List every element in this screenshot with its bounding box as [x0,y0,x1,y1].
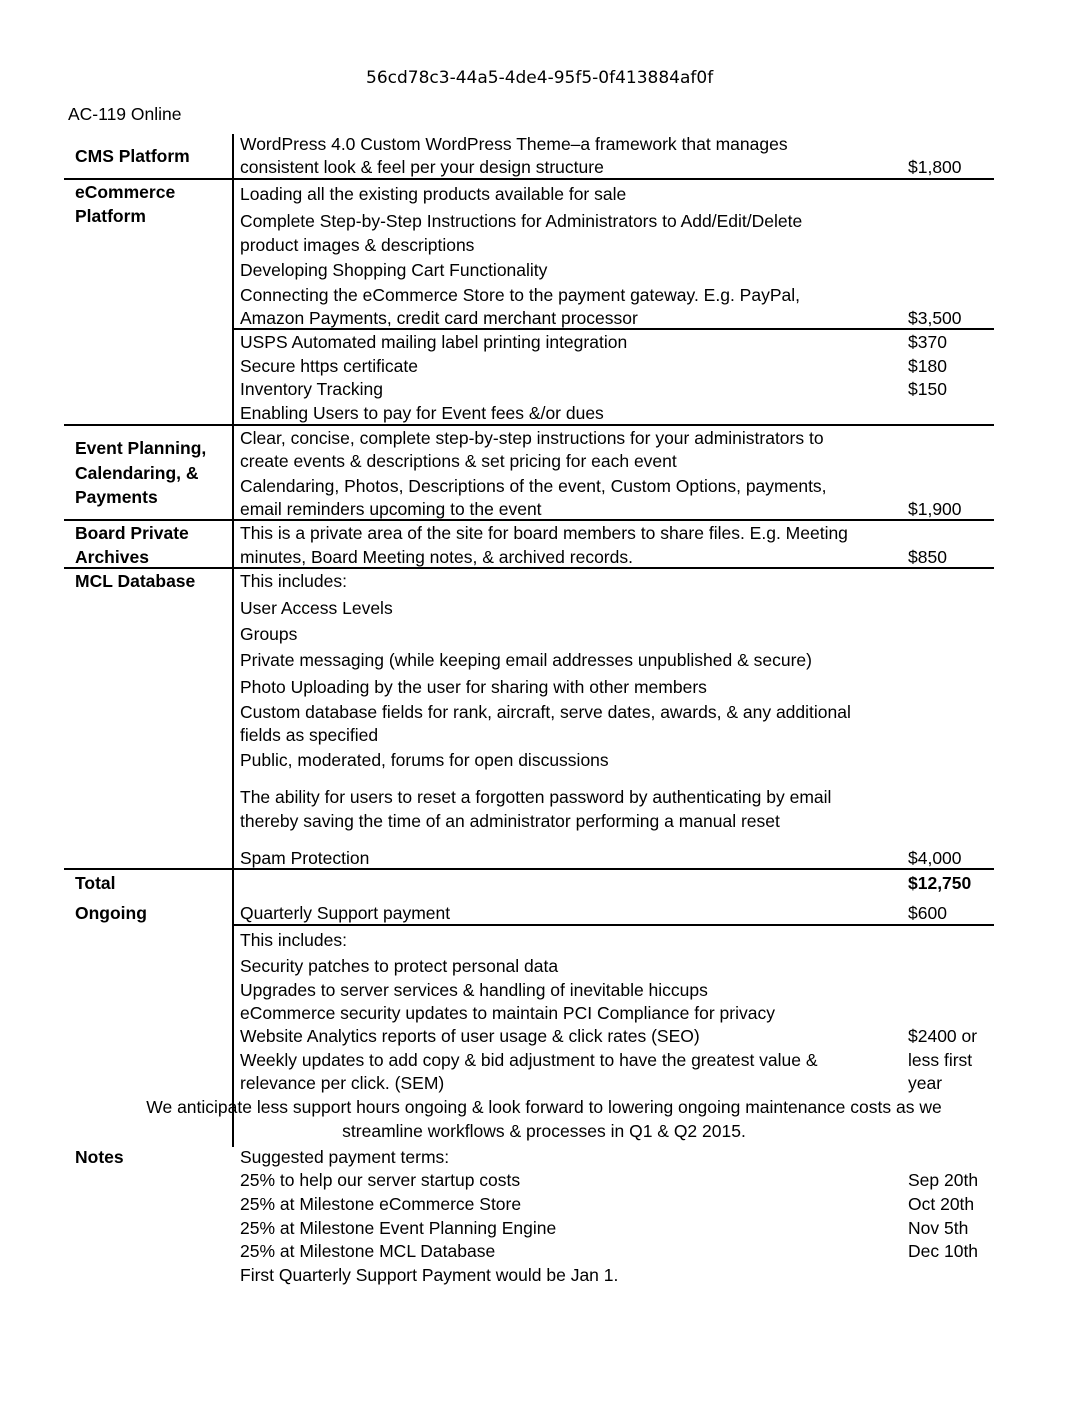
mcl-line: Spam Protection [240,848,370,868]
cms-price: $1,800 [908,157,962,177]
payment-date: Nov 5th [908,1218,969,1238]
divider-rule [64,567,994,569]
mcl-line: User Access Levels [240,598,393,618]
events-line: create events & descriptions & set pricing for each event [240,451,677,471]
mcl-line: The ability for users to reset a forgotten password by authenticating by email [240,787,832,807]
board-price: $850 [908,547,947,567]
cms-label: CMS Platform [75,146,190,166]
ongoing-line: Security patches to protect personal data [240,956,559,976]
ecommerce-label: eCommerce [75,182,176,202]
ecommerce-label: Platform [75,206,146,226]
ongoing-line: relevance per click. (SEM) [240,1073,445,1093]
ongoing-price: year [908,1073,943,1093]
board-label: Archives [75,547,149,567]
addon-price: $150 [908,379,947,399]
notes-heading: Suggested payment terms: [240,1147,450,1167]
events-label: Payments [75,487,158,507]
total-value: $12,750 [908,873,972,893]
divider-rule [64,519,994,521]
mcl-line: Public, moderated, forums for open discussions [240,750,609,770]
mcl-label: MCL Database [75,571,196,591]
mcl-line: Private messaging (while keeping email addresses unpublished & secure) [240,650,812,670]
ecommerce-line: product images & descriptions [240,235,475,255]
board-line: minutes, Board Meeting notes, & archived records. [240,547,633,567]
ongoing-price: $2400 or [908,1026,978,1046]
ecommerce-line: Developing Shopping Cart Functionality [240,260,548,280]
addon-line: Secure https certificate [240,356,418,376]
board-line: This is a private area of the site for board members to share files. E.g. Meeting [240,523,848,543]
ongoing-line: This includes: [240,930,347,950]
ecommerce-line: Loading all the existing products available for sale [240,184,627,204]
mcl-line: Photo Uploading by the user for sharing with other members [240,677,707,697]
addon-price: $370 [908,332,947,352]
mcl-line: Custom database fields for rank, aircraft, serve dates, awards, & any additional [240,702,851,722]
document-id: 56cd78c3-44a5-4de4-95f5-0f413884af0f [366,68,714,88]
events-label: Calendaring, & [75,463,199,483]
payment-term: 25% at Milestone Event Planning Engine [240,1218,557,1238]
ongoing-price: less first [908,1050,973,1070]
mcl-line: Groups [240,624,298,644]
payment-term: 25% at Milestone MCL Database [240,1241,496,1261]
notes-label: Notes [75,1147,124,1167]
ongoing-label: Ongoing [75,903,147,923]
divider-rule [64,424,994,426]
ecommerce-line: Connecting the eCommerce Store to the payment gateway. E.g. PayPal, [240,285,800,305]
mcl-line: thereby saving the time of an administrator performing a manual reset [240,811,780,831]
board-label: Board Private [75,523,189,543]
addon-line: Enabling Users to pay for Event fees &/or dues [240,403,604,423]
ongoing-support: Quarterly Support payment [240,903,451,923]
addon-price: $180 [908,356,947,376]
mcl-price: $4,000 [908,848,962,868]
payment-term: 25% at Milestone eCommerce Store [240,1194,522,1214]
anticipate-line: We anticipate less support hours ongoing & look forward to lowering ongoing maintenance costs as we [146,1097,942,1117]
ecommerce-line: Amazon Payments, credit card merchant processor [240,308,638,328]
ecommerce-line: Complete Step-by-Step Instructions for Administrators to Add/Edit/Delete [240,211,803,231]
divider-rule [64,868,994,870]
total-label: Total [75,873,116,893]
ongoing-line: Upgrades to server services & handling of inevitable hiccups [240,980,708,1000]
events-price: $1,900 [908,499,962,519]
addon-line: Inventory Tracking [240,379,383,399]
document-title: AC-119 Online [68,104,182,124]
cms-line: consistent look & feel per your design structure [240,157,604,177]
ongoing-line: Website Analytics reports of user usage & click rates (SEO) [240,1026,700,1046]
ongoing-line: Weekly updates to add copy & bid adjustment to have the greatest value & [240,1050,818,1070]
payment-date: Oct 20th [908,1194,975,1214]
addon-line: USPS Automated mailing label printing integration [240,332,628,352]
ecommerce-price: $3,500 [908,308,962,328]
ongoing-support-price: $600 [908,903,947,923]
mcl-line: fields as specified [240,725,379,745]
events-line: Calendaring, Photos, Descriptions of the event, Custom Options, payments, [240,476,827,496]
payment-term: 25% to help our server startup costs [240,1170,521,1190]
mcl-line: This includes: [240,571,347,591]
ongoing-line: eCommerce security updates to maintain PCI Compliance for privacy [240,1003,775,1023]
events-line: Clear, concise, complete step-by-step instructions for your administrators to [240,428,824,448]
divider-rule [232,328,994,330]
events-label: Event Planning, [75,438,207,458]
events-line: email reminders upcoming to the event [240,499,542,519]
payment-date: Sep 20th [908,1170,979,1190]
notes-footer: First Quarterly Support Payment would be Jan 1. [240,1265,619,1285]
anticipate-line: streamline workflows & processes in Q1 & Q2 2015. [342,1121,746,1141]
divider-rule [64,178,994,180]
divider-rule [232,924,994,926]
column-divider [232,134,234,1147]
payment-date: Dec 10th [908,1241,979,1261]
cms-line: WordPress 4.0 Custom WordPress Theme–a framework that manages [240,134,788,154]
